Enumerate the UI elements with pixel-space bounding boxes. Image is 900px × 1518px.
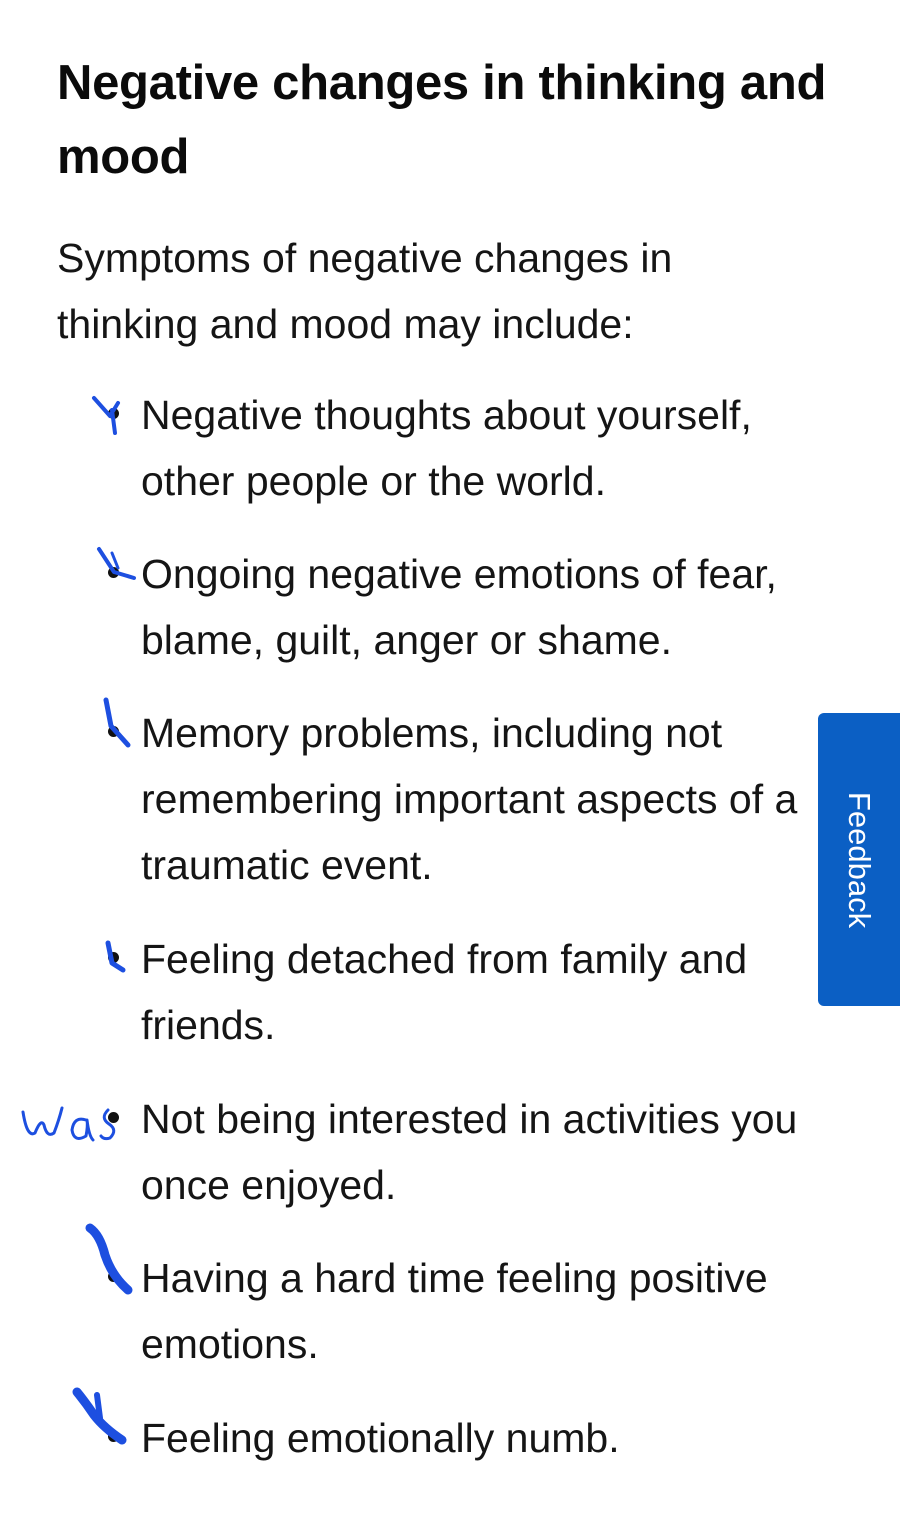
list-item-text: Having a hard time feeling positive emotions. [141,1255,768,1367]
feedback-label: Feedback [842,791,878,928]
bullet-icon [108,1112,119,1123]
list-item [141,1405,826,1471]
list-item [141,1086,826,1218]
list-item [141,700,826,898]
bullet-icon [108,567,119,578]
list-item-text: Feeling emotionally numb. [141,1415,620,1461]
list-item-text: Not being interested in activities you once enjoyed. [141,1096,798,1208]
bullet-icon [108,1271,119,1282]
bullet-icon [108,408,119,419]
section-heading: Negative changes in thinking and mood [57,56,827,184]
feedback-button[interactable] [818,713,900,1006]
intro-text: Symptoms of negative changes in thinking and mood may include: [57,235,673,347]
list-item-text: Feeling detached from family and friends. [141,936,748,1048]
list-item [141,541,826,673]
bullet-icon [108,952,119,963]
list-item-text: Negative thoughts about yourself, other people or the world. [141,392,752,504]
list-item [141,1245,826,1377]
list-item-text: Ongoing negative emotions of fear, blame, guilt, anger or shame. [141,551,777,663]
bullet-icon [108,726,119,737]
list-item-text: Memory problems, including not remembering important aspects of a traumatic event. [141,710,798,888]
list-item [141,926,826,1058]
bullet-icon [108,1431,119,1442]
list-item [141,382,826,514]
